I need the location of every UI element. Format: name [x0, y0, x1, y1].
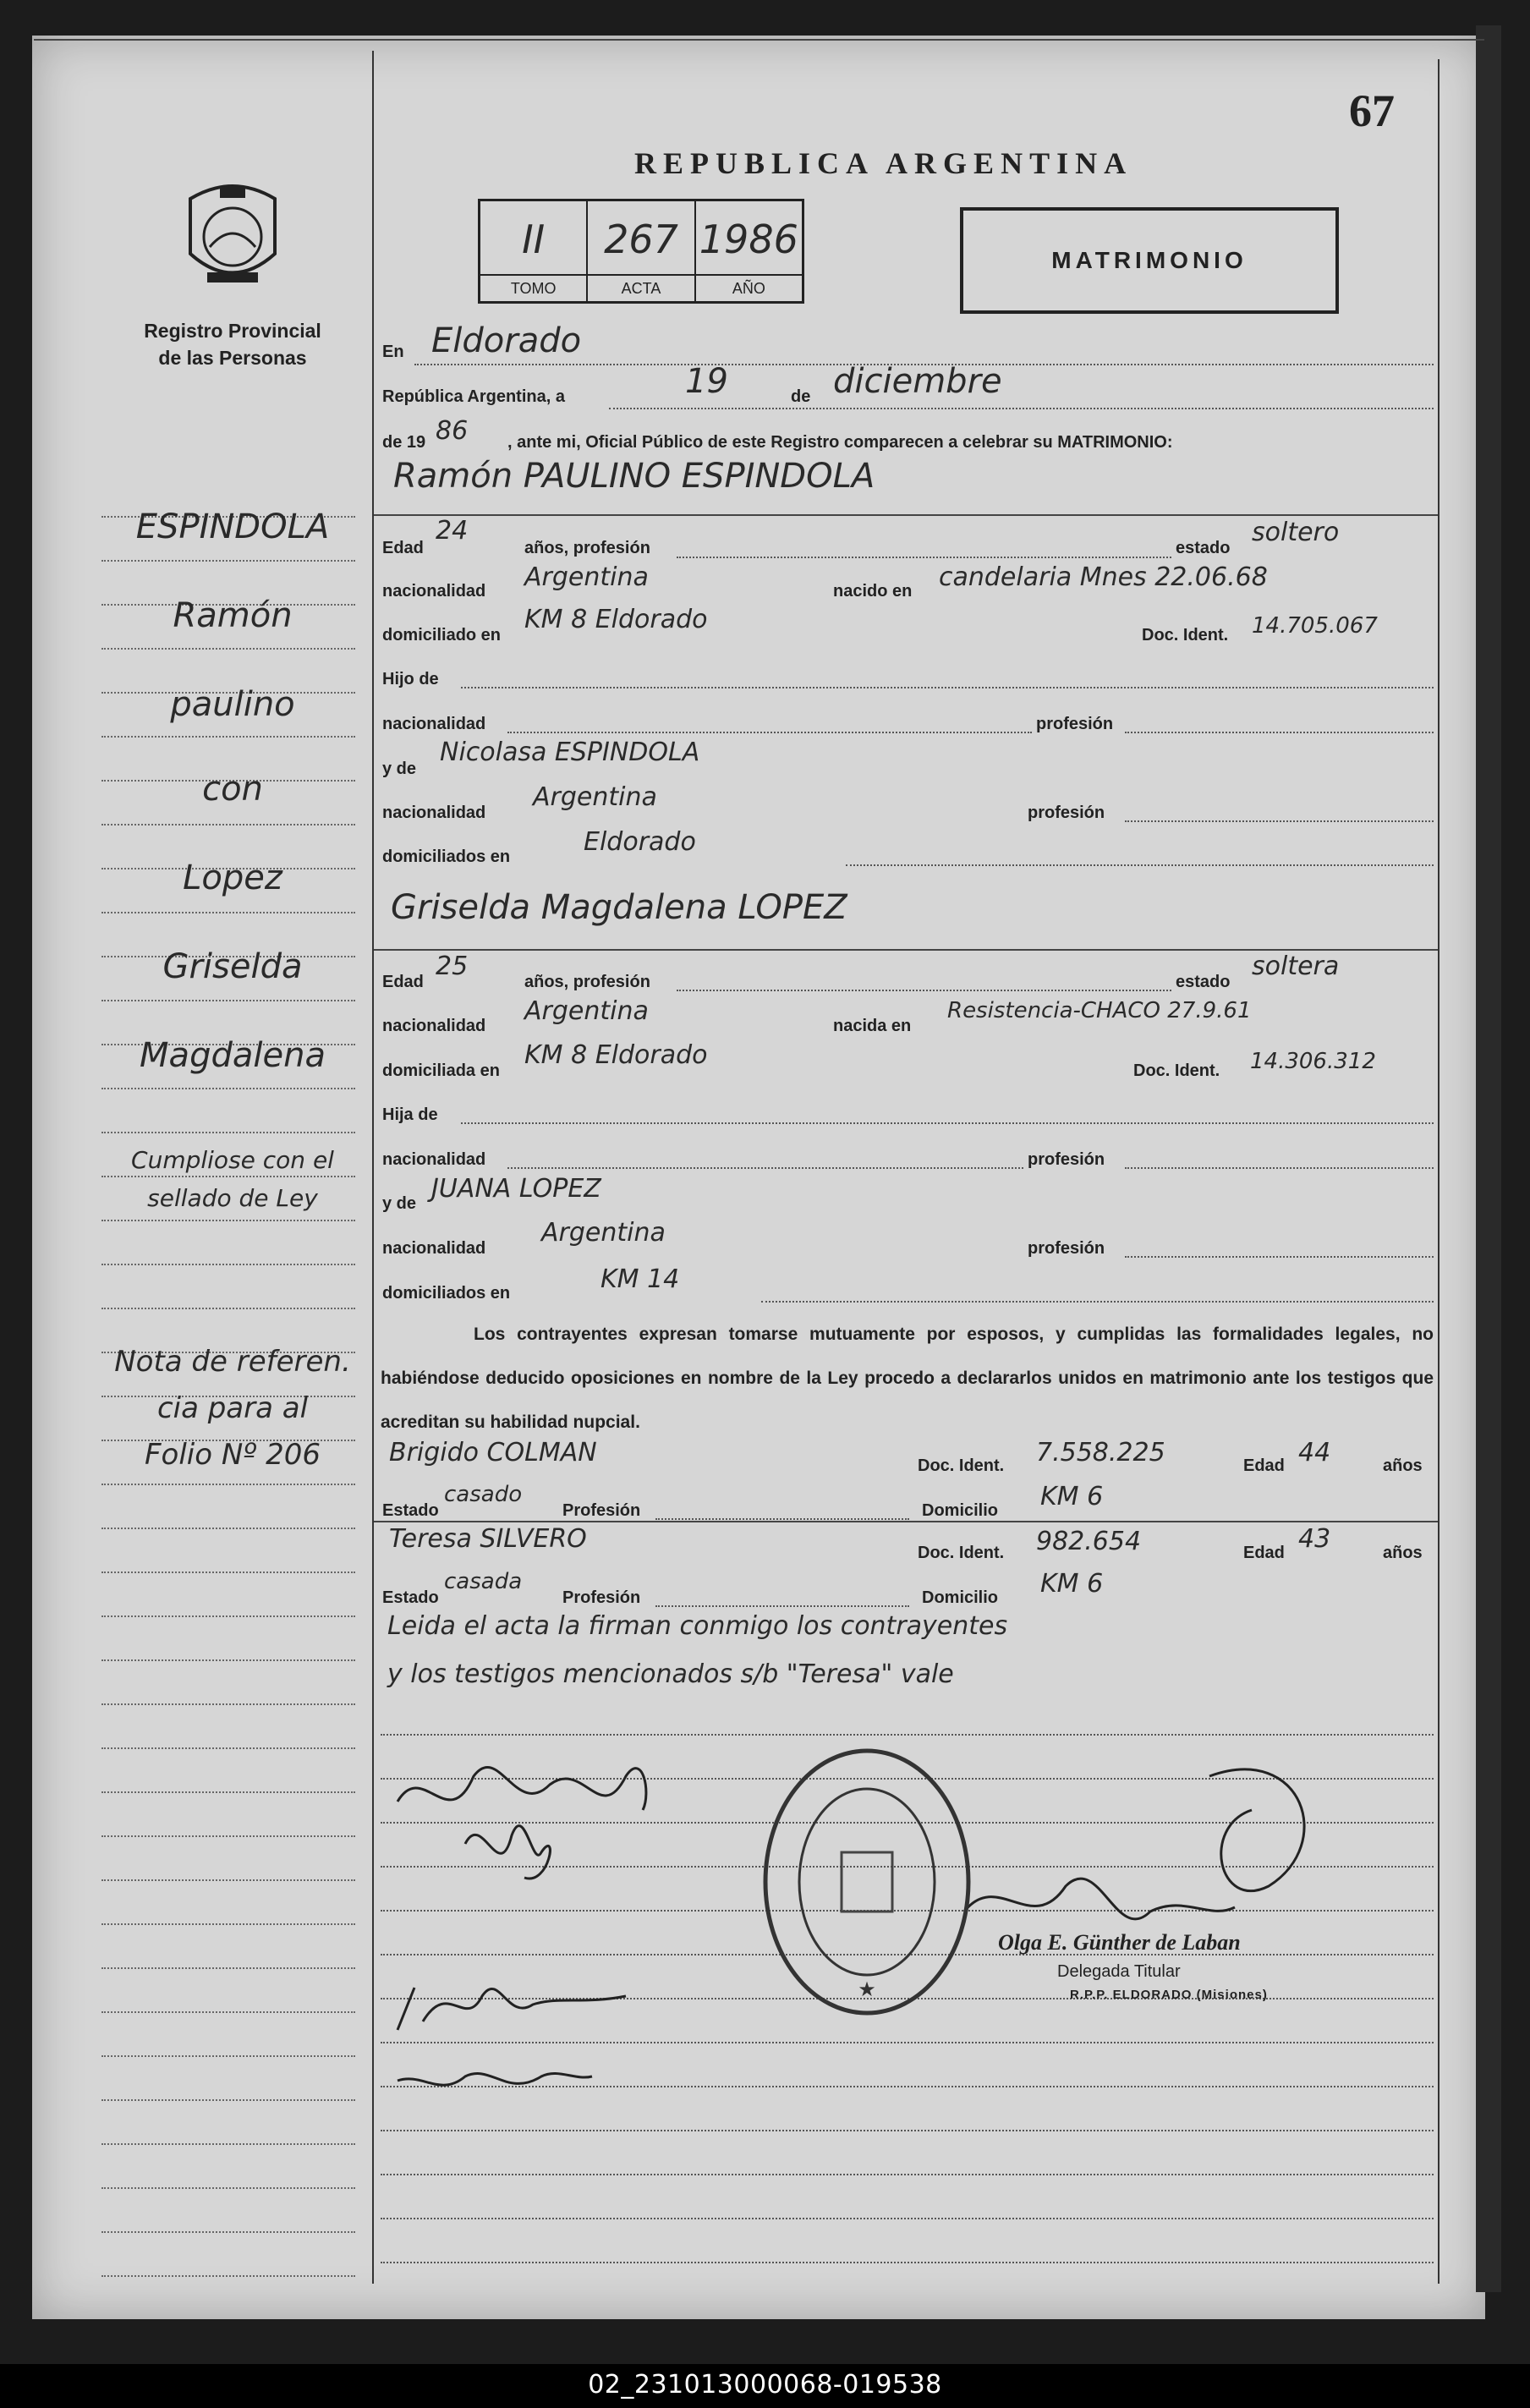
margin-ruled-line: [101, 1000, 355, 1001]
dotted-line: [1125, 1256, 1434, 1258]
label-profesion: profesión: [1036, 715, 1114, 733]
right-border: [1438, 59, 1440, 2284]
label-nacionalidad: nacionalidad: [382, 715, 486, 733]
witness-1-domicile: KM 6: [1040, 1482, 1104, 1511]
tomo-value: II: [522, 217, 546, 262]
section-rule: [374, 514, 1438, 516]
label-edad: Edad: [382, 973, 424, 991]
margin-ruled-line: [101, 2231, 355, 2233]
margin-ruled-line: [101, 1835, 355, 1837]
anio-value: 1986: [699, 217, 798, 262]
margin-groom-surname: ESPINDOLA: [135, 507, 330, 546]
groom-doc: 14.705.067: [1252, 613, 1378, 639]
dotted-line: [507, 1167, 1023, 1169]
file-label: 02_231013000068-019538: [588, 2370, 942, 2400]
label-doc-ident: Doc. Ident.: [918, 1456, 1005, 1475]
margin-ruled-line: [101, 1923, 355, 1925]
declaration-paragraph: Los contrayentes expresan tomarse mutuamente por esposos, y cumplidas las formalidades legales, no habiéndose deducido oposiciones en nombre de la Ley procedo a declararlos unidos en matrimonio ante los testigos que acreditan su habilidad nupcial.: [381, 1325, 1434, 1432]
label-profesion: profesión: [1028, 1239, 1105, 1258]
groom-signature: [398, 1767, 646, 1810]
groom-estado: soltero: [1252, 518, 1340, 547]
label-edad: Edad: [1243, 1456, 1285, 1475]
label-de: de: [791, 387, 811, 406]
label-estado: estado: [1176, 539, 1231, 557]
label-doc-ident: Doc. Ident.: [1133, 1061, 1220, 1080]
label-domiciliados-en: domiciliados en: [382, 1284, 511, 1303]
witness-2-age: 43: [1298, 1524, 1331, 1554]
label-edad: Edad: [382, 539, 424, 557]
label-nacida-en: nacida en: [833, 1017, 912, 1035]
margin-ruled-line: [101, 1484, 355, 1485]
ceremony-month: diciembre: [833, 362, 1002, 401]
margin-ruled-line: [101, 648, 355, 650]
section-rule: [374, 949, 1438, 951]
closing-line-2: y los testigos mencionados s/b "Teresa" vale: [387, 1659, 954, 1689]
bride-domicile: KM 8 Eldorado: [524, 1040, 708, 1070]
margin-ruled-line: [101, 824, 355, 826]
acta-value: 267: [604, 217, 678, 262]
label-estado-w: Estado: [382, 1501, 439, 1520]
bride-nationality: Argentina: [524, 996, 649, 1026]
margin-ruled-line: [101, 1747, 355, 1749]
ceremony-place: Eldorado: [431, 321, 582, 360]
groom-name: Ramón PAULINO ESPINDOLA: [393, 457, 875, 496]
bride-birth: Resistencia-CHACO 27.9.61: [947, 998, 1252, 1023]
label-domiciliado-en: domiciliado en: [382, 626, 502, 645]
label-domiciliada-en: domiciliada en: [382, 1061, 500, 1080]
margin-ruled-line: [101, 1659, 355, 1661]
country-heading: REPUBLICA ARGENTINA: [634, 146, 1133, 180]
dotted-line: [461, 1122, 1434, 1124]
bride-signature: [465, 1826, 550, 1879]
label-domiciliados-en: domiciliados en: [382, 847, 511, 866]
witness-1-signature: [398, 1988, 626, 2030]
label-de-19: de 19: [382, 433, 426, 452]
body-ruled-line: [381, 2218, 1434, 2219]
dotted-line: [1125, 1167, 1434, 1169]
margin-con: con: [202, 770, 263, 809]
dotted-line: [1125, 732, 1434, 733]
label-nacionalidad: nacionalidad: [382, 1239, 486, 1258]
margin-ruled-line: [101, 1703, 355, 1705]
margin-ruled-line: [101, 1572, 355, 1573]
bride-mother: JUANA LOPEZ: [431, 1174, 601, 1204]
dotted-line: [507, 732, 1032, 733]
margin-ruled-line: [101, 1176, 355, 1177]
margin-ruled-line: [101, 2011, 355, 2013]
dotted-line: [761, 1301, 1434, 1303]
label-en: En: [382, 343, 404, 361]
margin-ruled-line: [101, 1220, 355, 1221]
margin-ruled-line: [101, 2187, 355, 2189]
provincial-seal-icon: [178, 178, 288, 296]
witness-2-domicile: KM 6: [1040, 1569, 1104, 1599]
dotted-line: [846, 864, 1434, 866]
margin-ruled-line: [101, 1308, 355, 1309]
page-number: 67: [1349, 85, 1395, 136]
label-hija-de: Hija de: [382, 1105, 438, 1124]
witness-2-name: Teresa SILVERO: [389, 1524, 587, 1554]
margin-ruled-line: [101, 2275, 355, 2277]
margin-ruled-line: [101, 1967, 355, 1969]
margin-ruled-line: [101, 1615, 355, 1617]
margin-groom-given-2: paulino: [170, 685, 295, 724]
label-nacionalidad: nacionalidad: [382, 804, 486, 822]
official-name: Olga E. Günther de Laban: [998, 1930, 1241, 1955]
anio-cell: [696, 201, 802, 301]
label-domicilio: Domicilio: [922, 1588, 999, 1607]
label-y-de: y de: [382, 760, 417, 778]
acta-cell: [588, 201, 695, 301]
margin-ruled-line: [101, 560, 355, 562]
anio-label: AÑO: [696, 274, 802, 301]
official-signature: [964, 1879, 1235, 1919]
bride-name: Griselda Magdalena LOPEZ: [391, 888, 847, 927]
witness-2-doc: 982.654: [1036, 1527, 1142, 1556]
section-rule: [374, 1521, 1438, 1522]
margin-ruled-line: [101, 1528, 355, 1529]
bride-age: 25: [436, 952, 469, 981]
bride-estado: soltera: [1252, 952, 1340, 981]
closing-line-1: Leida el acta la firman conmigo los contrayentes: [387, 1611, 1008, 1641]
margin-sellado-2: sellado de Ley: [147, 1184, 318, 1212]
groom-nationality: Argentina: [524, 562, 649, 592]
label-estado: estado: [1176, 973, 1231, 991]
margin-groom-given-1: Ramón: [173, 596, 293, 635]
registry-name: [110, 317, 355, 371]
top-border: [34, 39, 1484, 41]
dotted-line: [655, 1518, 909, 1520]
tomo-cell: [480, 201, 588, 301]
margin-ref-3: Folio Nº 206: [144, 1438, 321, 1472]
label-anos: años: [1383, 1544, 1423, 1562]
label-doc-ident: Doc. Ident.: [1142, 626, 1229, 645]
official-office: R.P.P. ELDORADO (Misiones): [1070, 1988, 1268, 2002]
label-nacido-en: nacido en: [833, 582, 913, 601]
groom-domicile: KM 8 Eldorado: [524, 605, 708, 634]
margin-ref-1: Nota de referen.: [114, 1345, 351, 1379]
body-ruled-line: [381, 1734, 1434, 1736]
label-doc-ident: Doc. Ident.: [918, 1544, 1005, 1562]
registry-line-1: Registro Provincial: [144, 320, 321, 342]
witness-1-name: Brigido COLMAN: [389, 1438, 597, 1467]
official-loop: [1209, 1769, 1304, 1891]
official-stamp-icon: [757, 1742, 977, 2021]
groom-mother-nationality: Argentina: [533, 782, 657, 812]
groom-parents-domicile: Eldorado: [584, 827, 696, 857]
bride-mother-nationality: Argentina: [541, 1218, 666, 1248]
margin-ruled-line: [101, 736, 355, 738]
label-anos: años: [1383, 1456, 1423, 1475]
margin-ruled-line: [101, 1088, 355, 1089]
witness-1-estado: casado: [444, 1482, 523, 1507]
dotted-line: [655, 1605, 909, 1607]
margin-bride-surname: Lopez: [183, 858, 282, 897]
official-role: Delegada Titular: [1057, 1962, 1181, 1981]
groom-birth: candelaria Mnes 22.06.68: [939, 562, 1268, 592]
dotted-line: [677, 990, 1171, 991]
margin-ruled-line: [101, 1791, 355, 1793]
svg-text:★: ★: [858, 1977, 876, 2001]
label-hijo-de: Hijo de: [382, 670, 439, 688]
record-type-box: MATRIMONIO: [960, 207, 1339, 314]
dotted-line: [609, 408, 1434, 409]
label-profesion: profesión: [1028, 804, 1105, 822]
label-anos-profesion: años, profesión: [524, 539, 650, 557]
label-ante-mi: , ante mi, Oficial Público de este Registro comparecen a celebrar su MATRIMONIO:: [507, 433, 1173, 452]
witness-1-age: 44: [1298, 1438, 1331, 1467]
ceremony-day: 19: [685, 362, 728, 401]
body-ruled-line: [381, 2262, 1434, 2263]
ceremony-year-suffix: 86: [436, 416, 469, 446]
book-edge: [1476, 25, 1501, 2292]
dotted-line: [677, 557, 1171, 558]
margin-ruled-line: [101, 2099, 355, 2101]
label-y-de: y de: [382, 1194, 417, 1213]
margin-sellado-1: Cumpliose con el: [131, 1146, 334, 1174]
label-edad: Edad: [1243, 1544, 1285, 1562]
witness-1-doc: 7.558.225: [1036, 1438, 1165, 1467]
label-estado-w: Estado: [382, 1588, 439, 1607]
reference-box: [478, 199, 804, 304]
groom-mother: Nicolasa ESPINDOLA: [440, 738, 700, 767]
label-profesion: profesión: [1028, 1150, 1105, 1169]
margin-ruled-line: [101, 1264, 355, 1265]
witness-2-estado: casada: [444, 1569, 523, 1594]
margin-ruled-line: [101, 2055, 355, 2057]
bride-doc: 14.306.312: [1250, 1049, 1376, 1074]
label-nacionalidad: nacionalidad: [382, 1150, 486, 1169]
registry-line-2: de las Personas: [158, 347, 307, 369]
margin-ruled-line: [101, 2143, 355, 2145]
label-nacionalidad: nacionalidad: [382, 1017, 486, 1035]
label-domicilio: Domicilio: [922, 1501, 999, 1520]
margin-ref-2: cia para al: [156, 1391, 309, 1425]
acta-label: ACTA: [588, 274, 694, 301]
margin-bride-given-1: Griselda: [162, 947, 303, 986]
bride-parents-domicile: KM 14: [600, 1264, 680, 1294]
margin-ruled-line: [101, 912, 355, 913]
dotted-line: [461, 687, 1434, 688]
body-ruled-line: [381, 2174, 1434, 2175]
label-anos-profesion: años, profesión: [524, 973, 650, 991]
tomo-label: TOMO: [480, 274, 586, 301]
witness-2-signature: [398, 2073, 592, 2085]
label-profesion-cap: Profesión: [562, 1501, 641, 1520]
margin-bride-given-2: Magdalena: [140, 1036, 326, 1075]
groom-age: 24: [436, 516, 469, 546]
label-nacionalidad: nacionalidad: [382, 582, 486, 601]
label-republica: República Argentina, a: [382, 387, 565, 406]
margin-ruled-line: [101, 1132, 355, 1133]
margin-ruled-line: [101, 1879, 355, 1881]
dotted-line: [1125, 820, 1434, 822]
label-profesion-cap: Profesión: [562, 1588, 641, 1607]
